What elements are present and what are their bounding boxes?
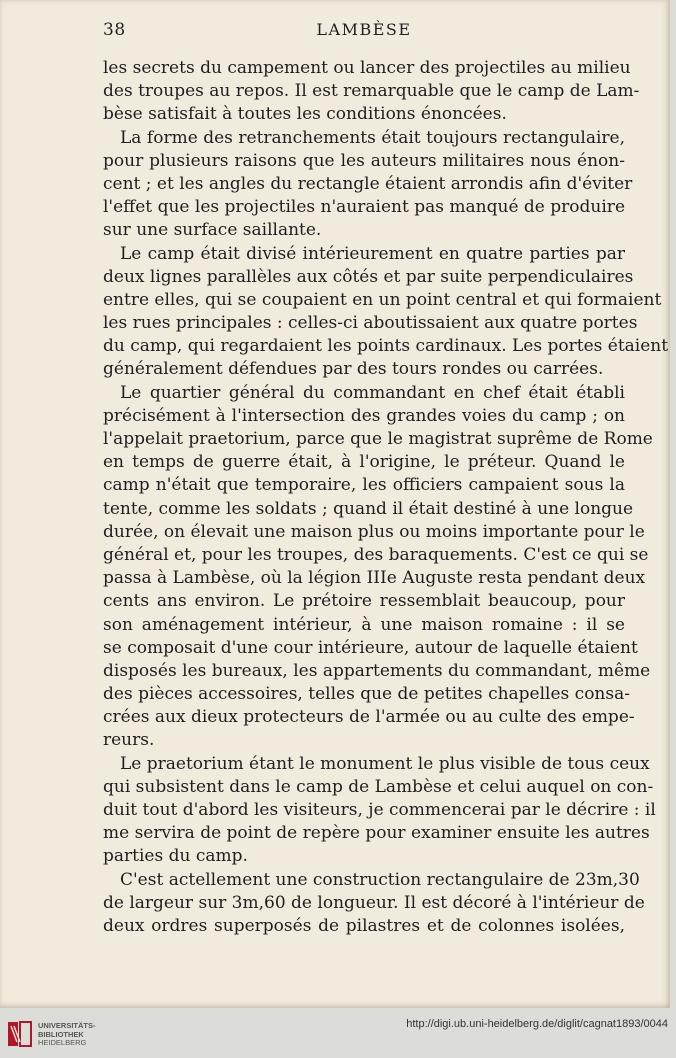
text-line: Le praetorium étant le monument le plus visible de tous ceux — [120, 753, 650, 774]
text-line: La forme des retranchements était toujours rectangulaire, — [120, 127, 625, 148]
library-name-line: UNIVERSITÄTS- — [38, 1021, 96, 1030]
viewer-footer — [0, 1008, 676, 1058]
text-line: généralement défendues par des tours rondes ou carrées. — [103, 359, 604, 380]
text-line: l'effet que les projectiles n'auraient pas manqué de produire — [103, 197, 625, 218]
text-line: parties du camp. — [103, 846, 248, 867]
text-line: deux ordres superposés de pilastres et de colonnes isolées, — [103, 915, 625, 936]
text-line: Le camp était divisé intérieurement en quatre parties par — [120, 243, 625, 264]
text-line: se composait d'une cour intérieure, autour de laquelle étaient — [103, 637, 638, 658]
text-line: passa à Lambèse, où la légion IIIe Auguste resta pendant deux — [103, 568, 646, 589]
text-line: sur une surface saillante. — [103, 220, 322, 241]
text-line: son aménagement intérieur, à une maison romaine : il se — [103, 614, 625, 635]
text-line: des pièces accessoires, telles que de petites chapelles consa- — [103, 684, 630, 705]
text-line: en temps de guerre était, à l'origine, le préteur. Quand le — [103, 452, 625, 473]
text-line: pour plusieurs raisons que les auteurs militaires nous énon- — [103, 150, 625, 171]
text-line: qui subsistent dans le camp de Lambèse et celui auquel on con- — [103, 776, 654, 797]
text-line: du camp, qui regardaient les points cardinaux. Les portes étaient — [103, 336, 669, 357]
library-name-line: BIBLIOTHEK — [38, 1029, 84, 1039]
library-name-line: HEIDELBERG — [38, 1038, 87, 1047]
running-title: LAMBÈSE — [316, 20, 412, 39]
library-logo-icon — [7, 1020, 33, 1048]
text-line: entre elles, qui se coupaient en un point central et qui formaient — [103, 289, 662, 310]
text-line: précisément à l'intersection des grandes voies du camp ; on — [103, 405, 625, 426]
text-line: l'appelait praetorium, parce que le magistrat suprême de Rome — [103, 429, 653, 449]
body-text — [103, 57, 669, 938]
text-line: crées aux dieux protecteurs de l'armée ou au culte des empe- — [103, 707, 635, 728]
page-number: 38 — [103, 20, 126, 40]
page-header — [103, 20, 625, 44]
text-line: les secrets du campement ou lancer des projectiles au milieu — [103, 58, 631, 78]
text-line: deux lignes parallèles aux côtés et par suite perpendiculaires — [103, 266, 634, 287]
text-line: duit tout d'abord les visiteurs, je commencerai par le décrire : il — [103, 800, 656, 820]
text-line: des troupes au repos. Il est remarquable que le camp de Lam- — [103, 81, 640, 102]
text-line: Le quartier général du commandant en chef était établi — [120, 382, 625, 403]
text-line: les rues principales : celles-ci aboutissaient aux quatre portes — [103, 313, 638, 334]
text-line: bèse satisfait à toutes les conditions énoncées. — [103, 104, 507, 125]
text-line: me servira de point de repère pour examiner ensuite les autres — [103, 823, 650, 844]
text-line: général et, pour les troupes, des baraquements. C'est ce qui se — [103, 544, 649, 565]
text-line: camp n'était que temporaire, les officiers campaient sous la — [103, 475, 625, 496]
permalink-url[interactable]: http://digi.ub.uni-heidelberg.de/diglit/cagnat1893/0044 — [406, 1018, 668, 1030]
text-line: cent ; et les angles du rectangle étaient arrondis afin d'éviter — [103, 173, 633, 194]
text-line: durée, on élevait une maison plus ou moins importante pour le — [103, 521, 645, 542]
text-line: cents ans environ. Le prétoire ressemblait beaucoup, pour — [103, 591, 625, 612]
text-line: reurs. — [103, 730, 155, 751]
library-name — [38, 1022, 96, 1048]
text-line: disposés les bureaux, les appartements du commandant, même — [103, 660, 651, 681]
text-line: de largeur sur 3m,60 de longueur. Il est décoré à l'intérieur de — [103, 892, 645, 913]
text-line: tente, comme les soldats ; quand il était destiné à une longue — [103, 498, 634, 519]
text-line: C'est actellement une construction rectangulaire de 23m,30 — [120, 869, 640, 890]
